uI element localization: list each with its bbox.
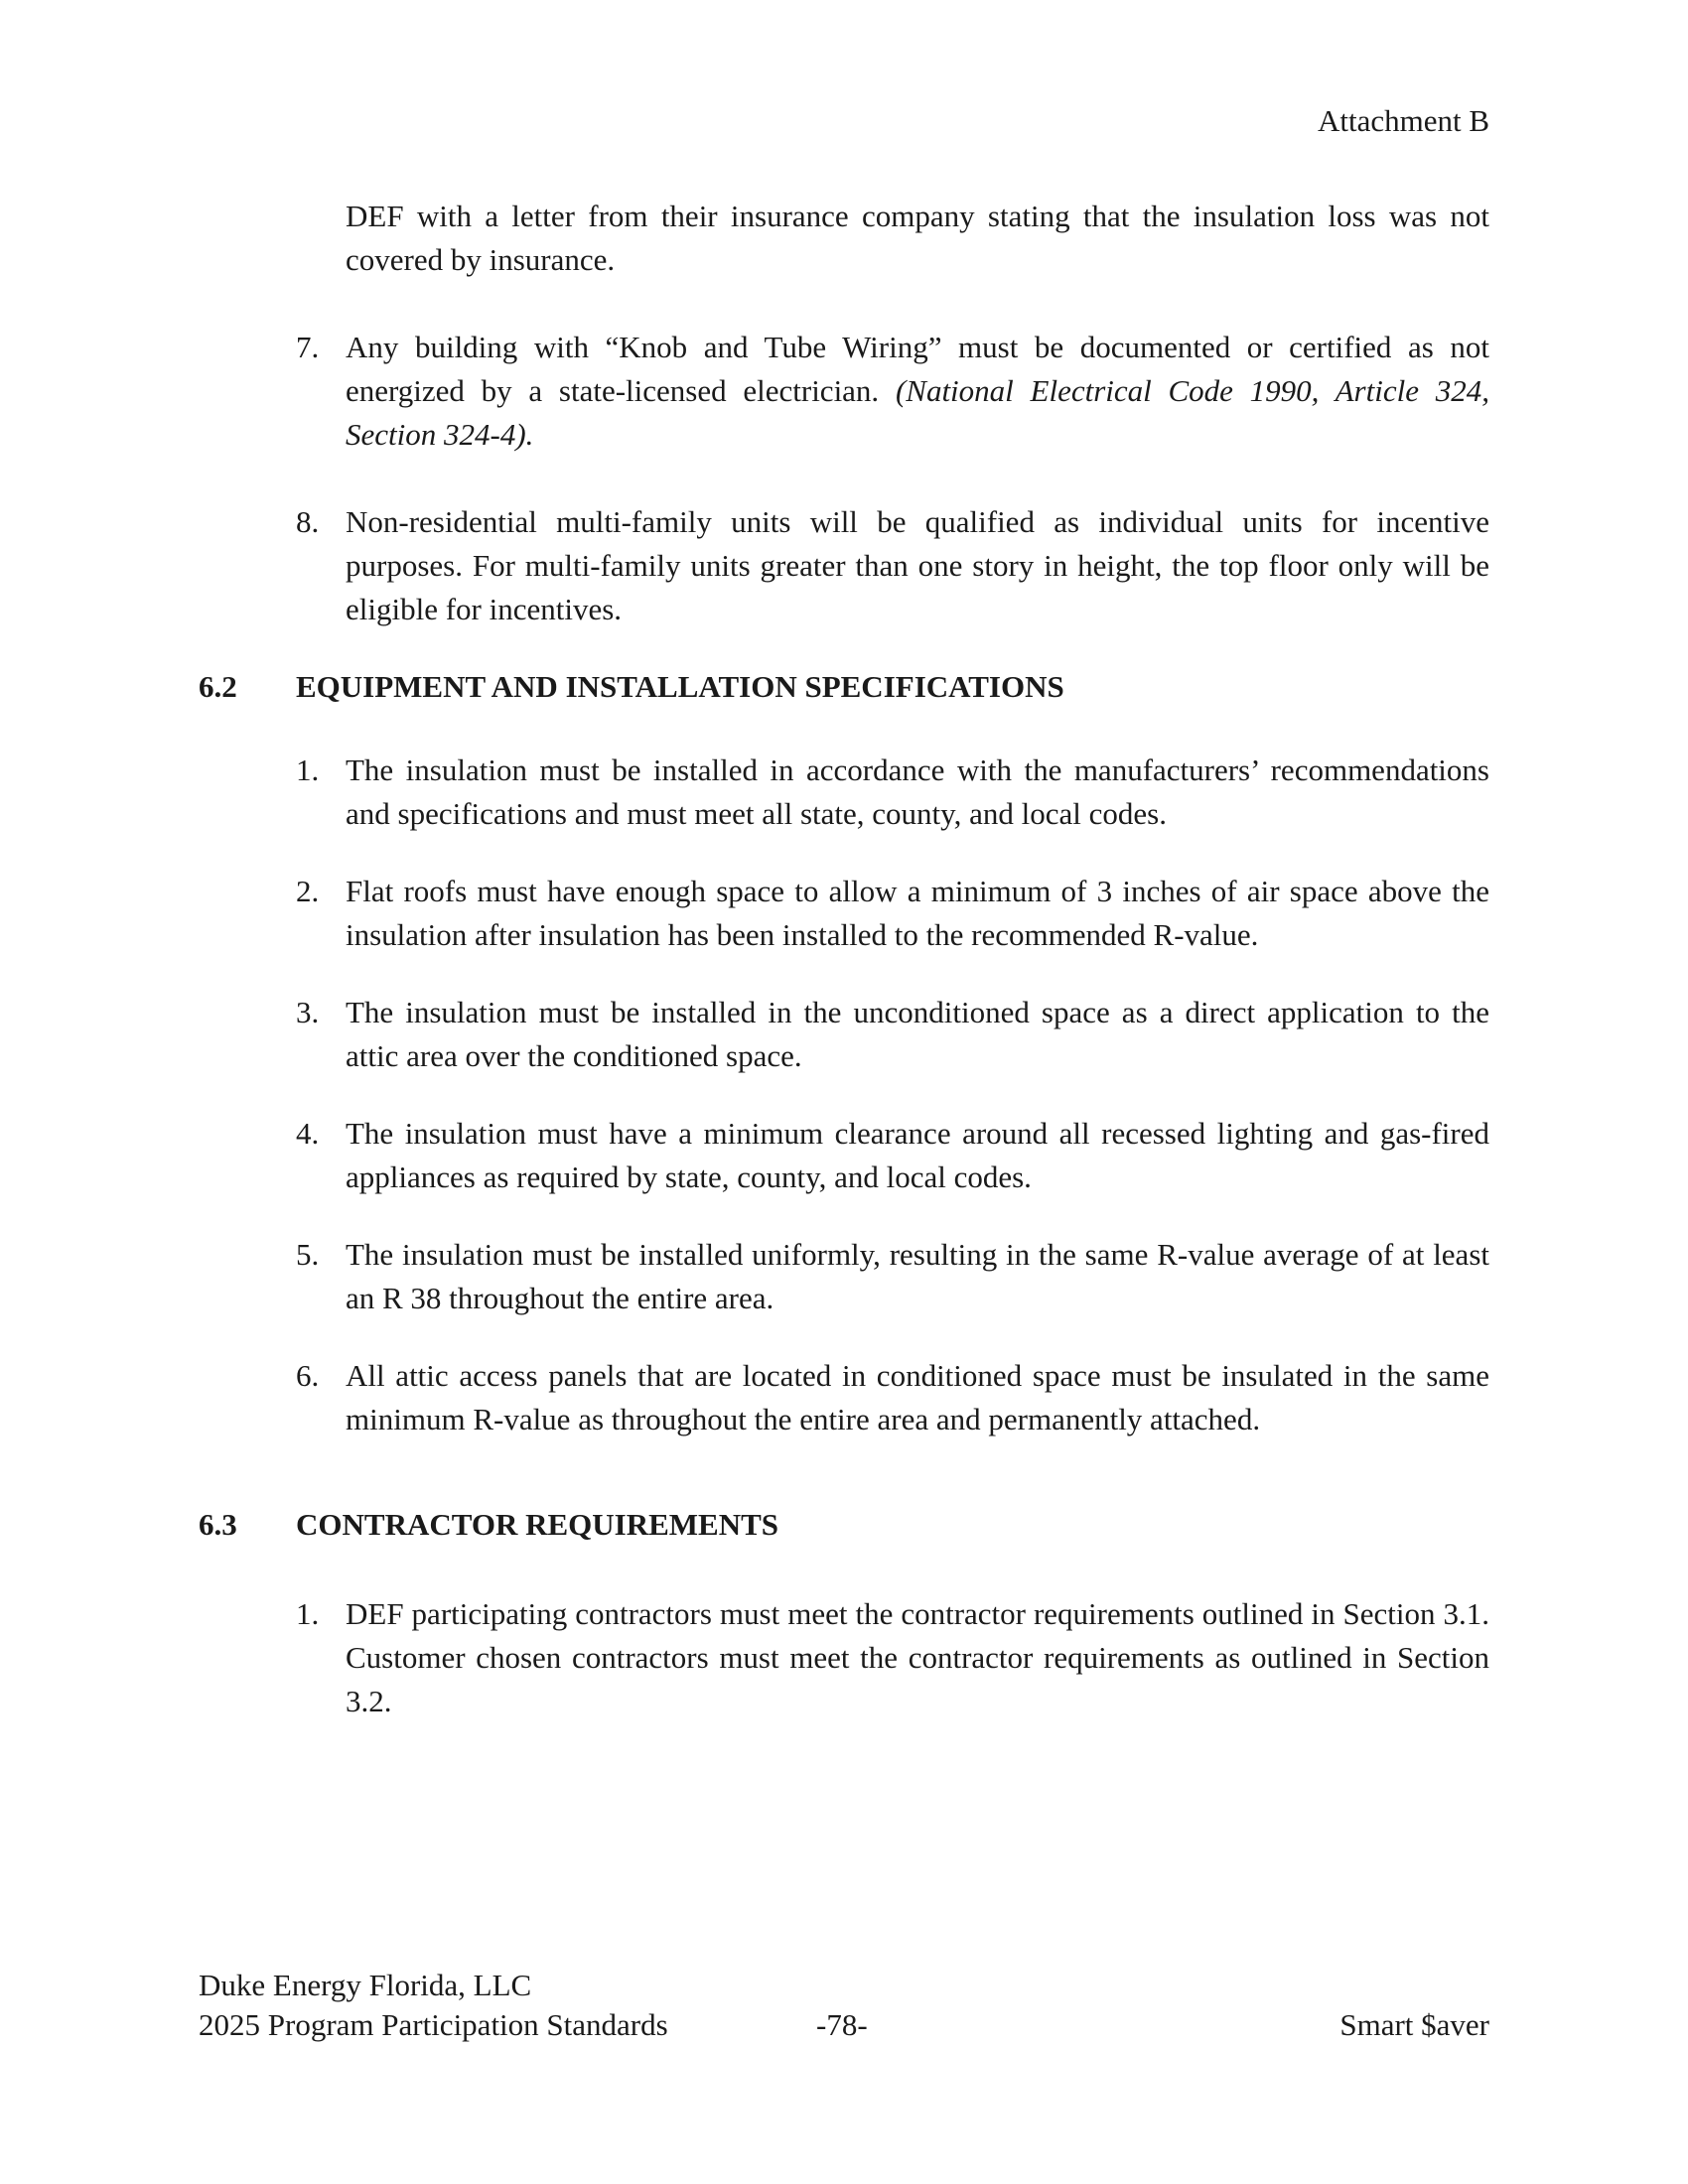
footer-program: Smart $aver	[1339, 2007, 1489, 2042]
footer-left	[199, 1966, 668, 2045]
section-title: CONTRACTOR REQUIREMENTS	[296, 1507, 779, 1542]
list-item-number: 5.	[296, 1237, 320, 1272]
spec-item-4	[296, 1112, 1489, 1199]
list-item-number: 1.	[296, 752, 320, 787]
spec-item-1	[296, 749, 1489, 836]
list-item-text: All attic access panels that are located in conditioned space must be insulated in the same minimum R-value as throughout the entire area and permanently attached.	[346, 1358, 1489, 1436]
intro-continuation: DEF with a letter from their insurance company stating that the insulation loss was not covered by insurance.	[346, 199, 1489, 277]
list-item-number: 4.	[296, 1116, 320, 1151]
spec-item-6	[296, 1354, 1489, 1441]
list-item-text: Non-residential multi-family units will be qualified as individual units for incentive purposes. For multi-family units greater than one story in height, the top floor only will be eligible for incentives.	[346, 504, 1489, 626]
list-item-text: The insulation must be installed in accordance with the manufacturers’ recommendations and specifications and must meet all state, county, and local codes.	[346, 752, 1489, 831]
spec-item-2	[296, 870, 1489, 957]
list-item-text: Any building with “Knob and Tube Wiring” must be documented or certified as not energized by a state-licensed electrician. (National Electrical Code 1990, Article 324, Section 324-4).	[346, 330, 1489, 452]
list-item-number: 8.	[296, 504, 320, 539]
list-item-7	[296, 326, 1489, 457]
footer-standards: 2025 Program Participation Standards	[199, 2007, 668, 2042]
contractor-item-1	[296, 1592, 1489, 1723]
page-number: -78-	[816, 2007, 868, 2042]
list-item-text: The insulation must be installed in the unconditioned space as a direct application to the attic area over the conditioned space.	[346, 995, 1489, 1073]
spec-item-3	[296, 991, 1489, 1078]
section-number: 6.3	[199, 1507, 237, 1542]
section-title: EQUIPMENT AND INSTALLATION SPECIFICATIONS	[296, 669, 1064, 704]
list-item-number: 1.	[296, 1596, 320, 1631]
spec-item-5	[296, 1233, 1489, 1320]
footer-company: Duke Energy Florida, LLC	[199, 1968, 532, 2002]
list-item-8	[296, 500, 1489, 631]
list-item-number: 6.	[296, 1358, 320, 1393]
list-item-number: 2.	[296, 874, 320, 908]
list-item-number: 7.	[296, 330, 320, 364]
section-number: 6.2	[199, 669, 237, 704]
list-item-text: Flat roofs must have enough space to allow a minimum of 3 inches of air space above the insulation after insulation has been installed to the recommended R-value.	[346, 874, 1489, 952]
list-item-text: DEF participating contractors must meet the contractor requirements outlined in Section 3.1. Customer chosen contractors must meet the contractor requirements as outlined in Section 3.2.	[346, 1596, 1489, 1718]
list-item-text: The insulation must be installed uniformly, resulting in the same R-value average of at least an R 38 throughout the entire area.	[346, 1237, 1489, 1315]
code-citation: (National Electrical Code 1990, Article 324, Section 324-4).	[346, 373, 1489, 452]
list-item-number: 3.	[296, 995, 320, 1029]
list-item-text: The insulation must have a minimum clearance around all recessed lighting and gas-fired appliances as required by state, county, and local codes.	[346, 1116, 1489, 1194]
attachment-label: Attachment B	[1317, 103, 1489, 138]
